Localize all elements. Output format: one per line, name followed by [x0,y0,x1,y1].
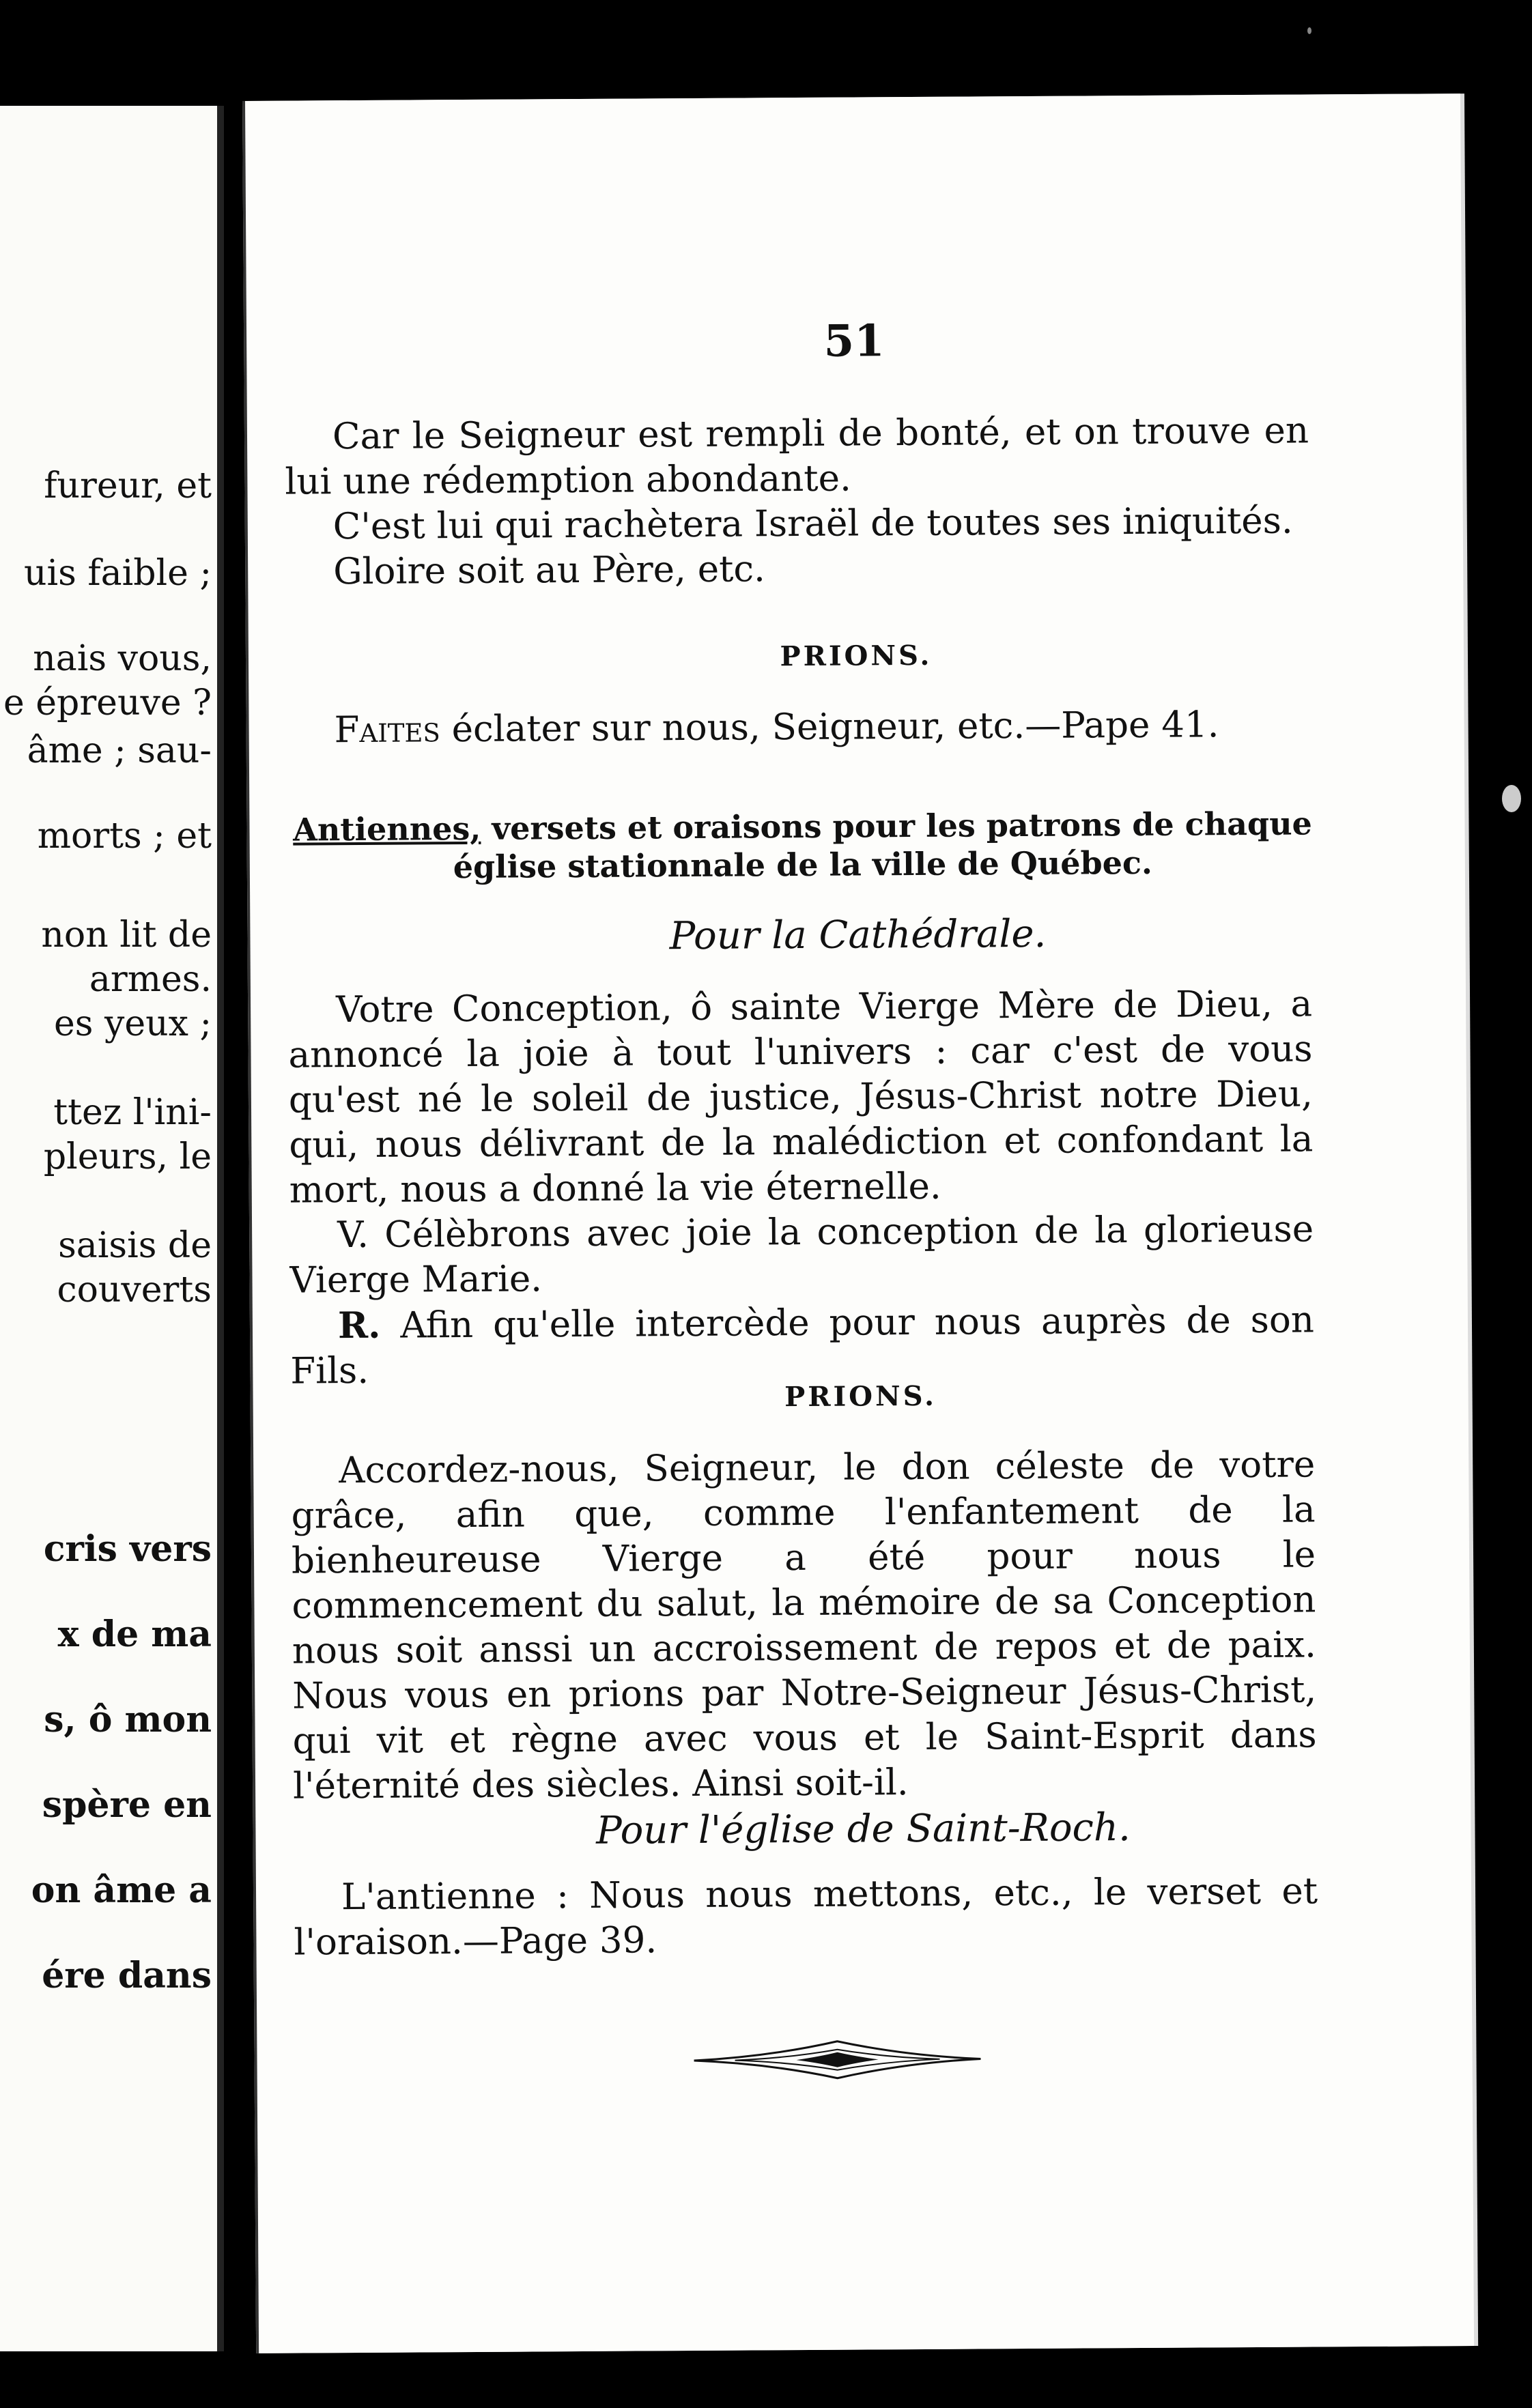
previous-page-line: non lit de [41,915,212,956]
book-page [242,94,1474,2353]
scan-speck [1502,785,1521,812]
verset-line [289,1207,1314,1303]
psalm-verse-1: Car le Seigneur est rempli de bonté, et on trouve en lui une rédemption abondante. [285,410,1309,503]
previous-page-line: pleurs, le [43,1136,212,1177]
previous-page-line: x de ma [57,1614,212,1655]
verset-mark: V. [337,1214,369,1257]
previous-page-line: uis faible ; [24,553,212,594]
previous-page-line: fureur, et [44,465,212,506]
previous-page-line: ttez l'ini- [53,1092,212,1133]
previous-page-line: spère en [42,1784,212,1826]
previous-page-line: ére dans [42,1955,212,1996]
gloria-line: Gloire soit au Père, etc. [333,548,766,593]
oraison-block [291,1442,1317,1809]
faites-lead-word: Faites [334,708,440,751]
rubric-first-word: Antiennes, [292,809,481,848]
previous-page-line: armes. [89,959,212,1000]
title-cathedrale: Pour la Cathédrale. [669,911,1047,959]
previous-page-line: cris vers [43,1528,212,1570]
saint-roch-text: L'antienne : Nous nous mettons, etc., le verset et l'oraison.—Page 39. [294,1870,1318,1964]
prions-heading-1: PRIONS. [780,639,933,673]
previous-page-line: morts ; et [37,816,212,857]
previous-page-line: s, ô mon [44,1699,212,1740]
previous-page-line: e épreuve ? [3,683,212,723]
previous-page-line: es yeux ; [53,1003,212,1044]
repons-mark: R. [337,1304,381,1347]
antienne-text: Votre Conception, ô sainte Vierge Mère de Dieu, a annoncé la joie à tout l'univers : car c'est de vous qu'est né le soleil de justice, Jésus-Christ notre Dieu, qui, nous délivrant de la malédiction et confondant la mort, nous a donné la vie éternelle. [288,983,1314,1212]
saint-roch-block [294,1869,1318,1965]
oraison-text: Accordez-nous, Seigneur, le don céleste de votre grâce, afin que, comme l'enfantement de la bienheureuse Vierge a été pour nous le commencement du salut, la mémoire de sa Conception nous soit anssi un accroissement de repos et de paix. Nous vous en prions par Notre-Seigneur Jésus-Christ, qui vit et règne avec vous et le Saint-Esprit dans l'éternité des siècles. Ainsi soit-il. [291,1444,1317,1807]
faites-rest: éclater sur nous, Seigneur, etc.—Pape 41. [440,704,1219,751]
prions-heading-2: PRIONS. [784,1379,937,1414]
psalm-verse-2: C'est lui qui rachètera Israël de toutes ses iniquités. [332,500,1293,548]
repons-text: Afin qu'elle intercède pour nous auprès de son Fils. [290,1299,1315,1392]
previous-page-fragment [0,106,224,2351]
previous-page-line: on âme a [31,1869,212,1911]
page-number: 51 [823,315,885,367]
title-saint-roch: Pour l'église de Saint-Roch. [595,1805,1131,1853]
psalm-ending [285,408,1310,594]
previous-page-line: âme ; sau- [27,730,212,771]
rubric-rest: versets et oraisons pour les patrons de chaque église stationnale de la ville de Québec. [453,805,1313,886]
cathedrale-antienne-block [288,981,1315,1394]
previous-page-line: couverts [57,1270,212,1310]
section-rubric [290,804,1315,887]
faites-line [286,702,1310,753]
previous-page-line: nais vous, [33,638,212,679]
scan-speck [1307,27,1311,34]
previous-page-line: saisis de [58,1225,212,1266]
verset-text: Célèbrons avec joie la conception de la glorieuse Vierge Marie. [289,1208,1314,1302]
ornament-divider [694,2035,980,2084]
